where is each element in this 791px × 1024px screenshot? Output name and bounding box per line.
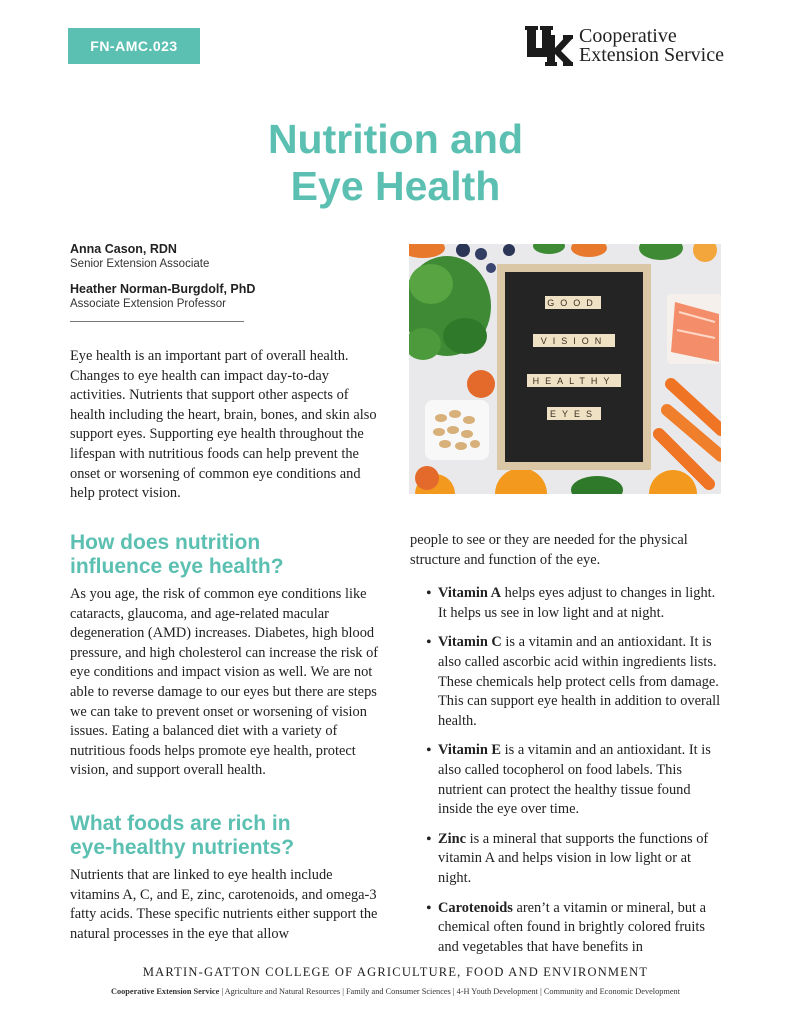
svg-text:HEALTHY: HEALTHY [532,376,616,386]
footer-link-4h[interactable]: 4-H Youth Development [456,987,538,996]
heading-line1: How does nutrition [70,531,261,554]
org-name [579,27,724,65]
nutrient-text: is a vitamin and an antioxidant. It is also called tocopherol on food labels. This nutrient can protect the healthy tissue found inside the eye over time. [438,742,711,818]
section-heading [70,531,382,579]
heading-line1: What foods are rich in [70,812,291,835]
nutrient-text: is a mineral that supports the functions of vitamin A and helps vision in low light or at night. [438,830,709,886]
list-item [410,830,725,889]
list-item [410,741,725,819]
footer-link-fcs[interactable]: Family and Consumer Sciences [345,987,451,996]
svg-text:EYES: EYES [549,409,599,419]
footer-link-ced[interactable]: Community and Economic Development [543,987,680,996]
section-how-nutrition [70,531,382,781]
org-name-line2: Extension Service [579,44,724,66]
nutrient-term: Vitamin E [438,742,502,759]
intro-paragraph: Eye health is an important part of overall health. Changes to eye health can impact day-to-day activities. Nutrients that support other aspects of health including the heart, brain, bones, and skin also support eyes. Supporting eye health throughout the lifespan with nutritious foods can help prevent the onset or worsening of common eye conditions and help protect vision. [70,348,377,502]
footer-program-links: Cooperative Extension Service | Agriculture and Natural Resources | Family and Consumer Sciences | 4-H Youth Development | Community and Economic Development [111,987,680,996]
title-line2: Eye Health [290,163,501,209]
right-column [410,531,725,967]
author-entry [70,282,360,310]
author-entry [70,242,360,270]
footer-link-anr[interactable]: Agriculture and Natural Resources [224,987,341,996]
letter-tiles-vision [533,334,615,347]
healthy-food-illustration [409,244,721,494]
org-name-line1: Cooperative [579,25,677,47]
heading-line2: influence eye health? [70,555,284,578]
section-what-foods [70,812,382,944]
page-title [150,116,641,210]
continuation-text: people to see or they are needed for the physical structure and function of the eye. [410,532,688,568]
author-role: Senior Extension Associate [70,258,210,270]
svg-text:VISION: VISION [540,336,608,346]
list-item [410,633,725,731]
list-item [410,584,725,623]
nutrient-term: Zinc [438,830,466,847]
section-heading [70,812,382,860]
title-line1: Nutrition and [267,116,524,162]
nutrient-term: Vitamin C [438,634,502,651]
author-list [70,242,360,310]
document-code-badge: FN-AMC.023 [68,28,200,64]
footer-link-ces[interactable]: Cooperative Extension Service [111,987,220,996]
svg-text:GOOD: GOOD [547,298,599,308]
author-role: Associate Extension Professor [70,298,226,310]
food-photo [409,244,721,494]
nutrient-term: Carotenoids [438,899,513,916]
heading-line2: eye-healthy nutrients? [70,836,295,859]
nutrient-text: helps eyes adjust to changes in light. It helps us see in low light and at night. [438,585,716,621]
nutrient-list [410,584,725,957]
uk-logo-icon [525,24,573,68]
section-body: As you age, the risk of common eye conditions like cataracts, glaucoma, and age-related macular degeneration (AMD) increases. Diabetes, high blood pressure, and high cholesterol can increase the risk of eye conditions and impact vision as well. We are not able to reverse damage to our eyes but there are steps we can take to prevent onset or worsening of vision issues. Eating a balanced diet with a variety of nutritious foods helps promote eye health, protect vision, and support overall health. [70,586,379,779]
letter-tiles-healthy [527,374,621,387]
nutrient-text: is a vitamin and an antioxidant. It is also called ascorbic acid within ingredients lists. These chemicals help protect cells from damage. This can support eye health in addition to overall health. [438,634,721,729]
list-item [410,899,725,958]
nutrient-text: aren’t a vitamin or mineral, but a chemical often found in brightly colored fruits and vegetables that have benefits in [438,899,707,955]
letter-tiles-eyes [547,407,601,420]
letter-tiles-good [545,296,601,309]
author-name: Heather Norman-Burgdolf, PhD [70,282,256,296]
uk-extension-logo [525,24,724,68]
author-divider [70,321,244,322]
author-name: Anna Cason, RDN [70,242,177,256]
section-body: Nutrients that are linked to eye health include vitamins A, C, and E, zinc, carotenoids, and omega-3 fatty acids. These specific nutrients either support the natural processes in the eye that allow [70,867,378,942]
footer-college-name: MARTIN-GATTON COLLEGE OF AGRICULTURE, FOOD AND ENVIRONMENT [142,965,649,979]
nutrient-term: Vitamin A [438,585,502,602]
